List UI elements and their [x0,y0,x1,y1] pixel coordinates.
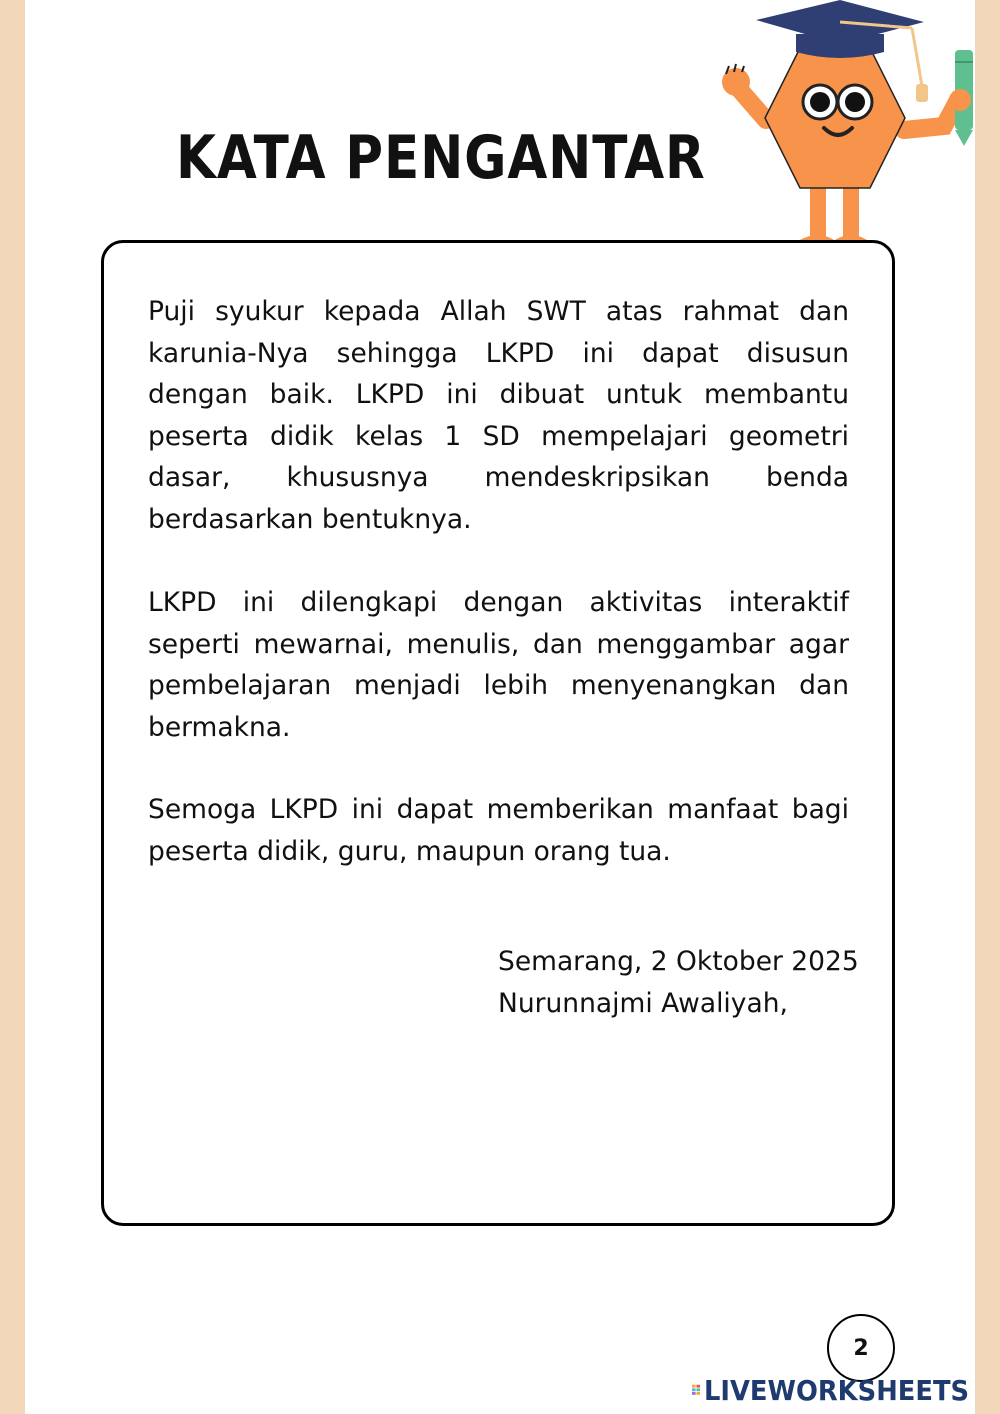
signature-block [498,941,878,1024]
intro-paragraph: Puji syukur kepada Allah SWT atas rahmat dan karunia-Nya sehingga LKPD ini dapat disusun dengan baik. LKPD ini dibuat untuk membantu peserta didik kelas 1 SD mempelajari geometri dasar, khususnya mendeskripsikan benda berdasarkan bentuknya. [148,296,849,535]
page-title: KATA PENGANTAR [176,123,706,193]
page-number: 2 [853,1335,869,1361]
liveworksheets-logo [692,1372,992,1408]
place-date: Semarang, 2 Oktober 2025 [498,946,859,977]
left-border-stripe [0,0,25,1414]
liveworksheets-logo-icon [692,1377,701,1403]
author-name: Nurunnajmi Awaliyah, [498,987,788,1019]
graduate-hexagon-mascot-icon [700,0,1000,260]
liveworksheets-logo-text: LIVEWORKSHEETS [703,1373,969,1407]
activities-paragraph: LKPD ini dilengkapi dengan aktivitas interaktif seperti mewarnai, menulis, dan menggambar agar pembelajaran menjadi lebih menyenangkan dan bermakna. [148,587,849,743]
closing-paragraph: Semoga LKPD ini dapat memberikan manfaat bagi peserta didik, guru, maupun orang tua. [148,794,849,867]
